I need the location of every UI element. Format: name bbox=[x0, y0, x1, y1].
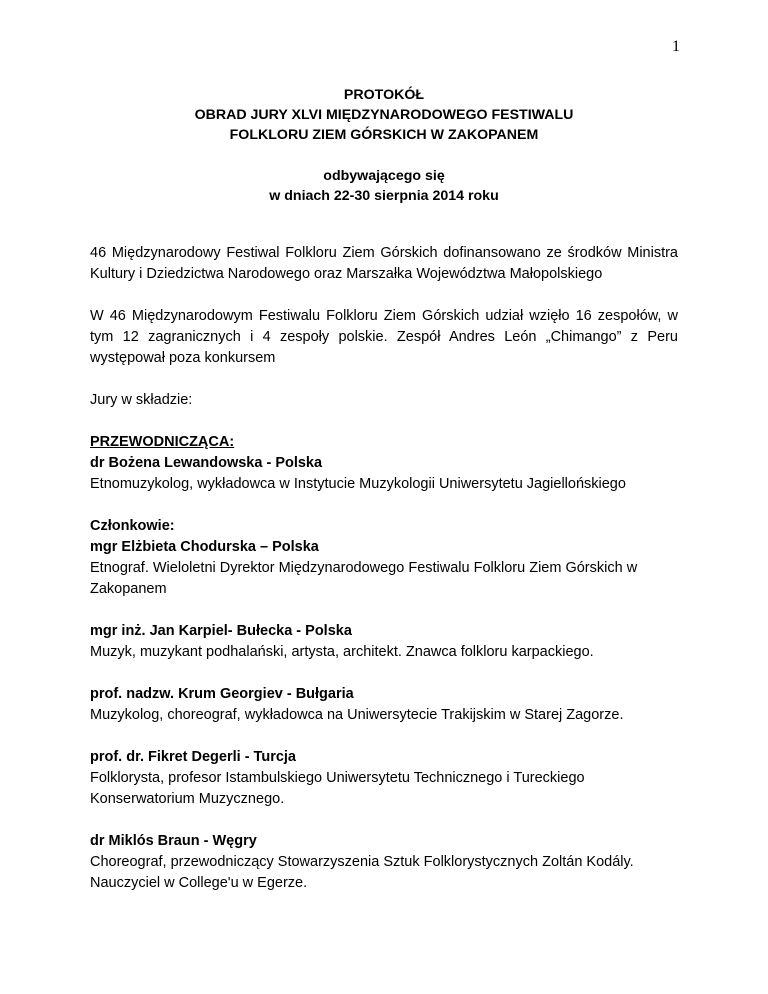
document-body bbox=[90, 243, 678, 915]
member-name: dr Miklós Braun - Węgry bbox=[90, 833, 257, 849]
funding-paragraph: 46 Międzynarodowy Festiwal Folkloru Ziem Górskich dofinansowano ze środków Ministra Kultury i Dziedzictwa Narodowego oraz Marszałka Województwa Małopolskiego bbox=[90, 245, 678, 282]
member-description: Folklorysta, profesor Istambulskiego Uniwersytetu Technicznego i Tureckiego bbox=[90, 770, 585, 786]
chair-description: Etnomuzykolog, wykładowca w Instytucie Muzykologii Uniwersytetu Jagiellońskiego bbox=[90, 476, 626, 492]
jury-intro: Jury w składzie: bbox=[90, 392, 193, 408]
participants-paragraph: W 46 Międzynarodowym Festiwalu Folkloru Ziem Górskich udział wzięło 16 zespołów, w tym 12 zagranicznych i 4 zespoły polskie. Zespół Andres León „Chimango” z Peru występował poza konkursem bbox=[90, 308, 678, 366]
title-line-held: odbywającego się bbox=[323, 168, 445, 184]
title-line-dates: w dniach 22-30 sierpnia 2014 roku bbox=[269, 188, 499, 204]
chair-section bbox=[90, 432, 678, 495]
member-name: prof. nadzw. Krum Georgiev - Bułgaria bbox=[90, 686, 354, 702]
member-description: Choreograf, przewodniczący Stowarzyszenia Sztuk Folklorystycznych Zoltán Kodály. bbox=[90, 854, 634, 870]
document-title bbox=[0, 85, 768, 206]
title-spacer bbox=[0, 145, 768, 166]
member-description-cont: Nauczyciel w College'u w Egerze. bbox=[90, 875, 308, 891]
member-description: Muzyk, muzykant podhalański, artysta, architekt. Znawca folkloru karpackiego. bbox=[90, 644, 594, 660]
page-number: 1 bbox=[672, 38, 680, 55]
member-description-cont: Konserwatorium Muzycznego. bbox=[90, 791, 285, 807]
member-section-1 bbox=[90, 516, 678, 600]
member-section-3 bbox=[90, 684, 678, 726]
title-line-festival: FOLKLORU ZIEM GÓRSKICH W ZAKOPANEM bbox=[229, 127, 539, 143]
member-section-2 bbox=[90, 621, 678, 663]
member-section-5 bbox=[90, 831, 678, 894]
title-line-jury: OBRAD JURY XLVI MIĘDZYNARODOWEGO FESTIWALU bbox=[194, 107, 574, 123]
title-line-protocol: PROTOKÓŁ bbox=[343, 87, 425, 103]
member-name: mgr Elżbieta Chodurska – Polska bbox=[90, 539, 319, 555]
member-description: Etnograf. Wieloletni Dyrektor Międzynarodowego Festiwalu Folkloru Ziem Górskich w bbox=[90, 560, 638, 576]
chair-heading: PRZEWODNICZĄCA: bbox=[90, 434, 235, 450]
member-description-cont: Zakopanem bbox=[90, 581, 167, 597]
member-section-4 bbox=[90, 747, 678, 810]
member-name: prof. dr. Fikret Degerli - Turcja bbox=[90, 749, 296, 765]
members-heading: Członkowie: bbox=[90, 518, 175, 534]
member-name: mgr inż. Jan Karpiel- Bułecka - Polska bbox=[90, 623, 352, 639]
member-description: Muzykolog, choreograf, wykładowca na Uniwersytecie Trakijskim w Starej Zagorze. bbox=[90, 707, 624, 723]
chair-name: dr Bożena Lewandowska - Polska bbox=[90, 455, 323, 471]
